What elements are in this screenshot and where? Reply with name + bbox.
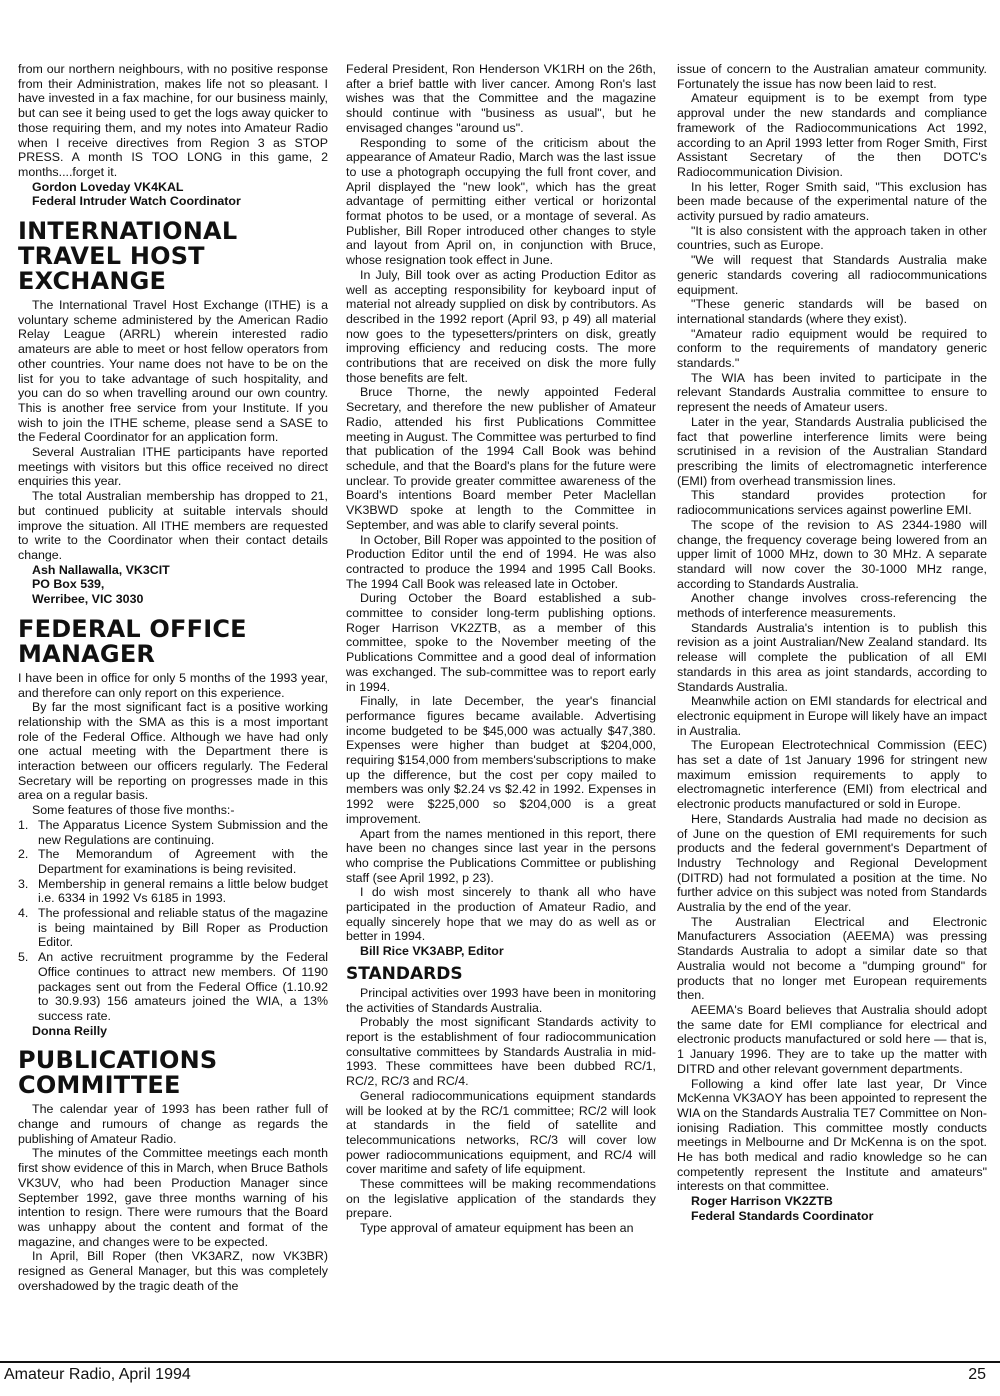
signature-name: Roger Harrison VK2ZTB xyxy=(691,1194,833,1209)
paragraph: The Australian Electrical and Electronic Manufacturers Association (AEEMA) was pressing Standards Australia to adopt a similar date so that Australia would not become a "dumping ground" for products that no longer met European requirements then. xyxy=(677,914,987,1003)
section-heading-ithe: INTERNATIONAL TRAVEL HOST EXCHANGE xyxy=(18,217,238,296)
paragraph: Type approval of amateur equipment has been an xyxy=(360,1221,634,1236)
list-text: An active recruitment programme by the Federal Office continues to attract new members. Of 1190 packages sent out from the Federal Office (1.10.92 to 30.9.93) 156 amateurs joined the WIA, a 13% success rate. xyxy=(38,950,328,1023)
list-text: Membership in general remains a little below budget i.e. 6334 in 1992 Vs 6185 in 1993. xyxy=(38,876,328,906)
paragraph: Meanwhile action on EMI standards for electrical and electronic equipment in Europe will likely have an impact in Australia. xyxy=(677,694,987,738)
list-item xyxy=(18,877,328,906)
page-number: 25 xyxy=(968,1366,986,1383)
paragraph: "It is also consistent with the approach taken in other countries, such as Europe. xyxy=(677,223,987,253)
paragraph: The European Electrotechnical Commission (EEC) has set a date of 1st January 1996 for stringent new maximum emission requirements to apply to electromagnetic interference (EMI) from electrical and electronic products manufactured or sold in Europe. xyxy=(677,738,987,812)
paragraph: In October, Bill Roper was appointed to the position of Production Editor until the end of 1994. He was also contracted to produce the 1994 and 1995 Call Books. The 1994 Call Book was released late in October. xyxy=(346,532,656,591)
paragraph: Here, Standards Australia had made no decision as of June on the question of EMI requirements for such products and the federal government's Department of Industry Technology and Regional Development (DITRD) had not formulated a position at the time. No further advice on this subject was noted from Standards Australia by the end of the year. xyxy=(677,811,987,915)
paragraph: AEEMA's Board believes that Australia should adopt the same date for EMI compliance for electrical and electronic products manufactured or sold here — that is, 1 January 1996. They are to take up the matter with DITRD and other relevant government departments. xyxy=(677,1003,987,1076)
paragraph: In his letter, Roger Smith said, "This exclusion has been made because of the experimental nature of the activity pursued by radio amateurs. xyxy=(677,179,987,224)
section-heading-publications-committee: PUBLICATIONS COMMITTEE xyxy=(18,1046,218,1100)
paragraph: "These generic standards will be based on international standards (where they exist). xyxy=(677,297,987,326)
paragraph: Principal activities over 1993 have been in monitoring the activities of Standards Australia. xyxy=(346,985,656,1015)
paragraph: During October the Board established a sub-committee to consider long-term publishing options. Roger Harrison VK2ZTB, as a member of this committee, spoke to the November meeting of the Publications Committee and a good deal of information was exchanged. The sub-committee was to report early in 1994. xyxy=(346,591,656,694)
list-number: 1. xyxy=(18,817,29,832)
signature-name: Ash Nallawalla, VK3CIT xyxy=(32,562,170,577)
paragraph: "We will request that Standards Australia make generic standards covering all radiocommunications equipment. xyxy=(677,253,987,297)
paragraph: issue of concern to the Australian amateur community. Fortunately the issue has now been laid to rest. xyxy=(677,62,987,91)
paragraph: Apart from the names mentioned in this report, there have been no changes since last year in the persons who comprise the Publications Committee or publishing staff (see April 1992, p 23). xyxy=(346,826,656,885)
paragraph: Probably the most significant Standards activity to report is the establishment of four radiocommunication consultative committees by Standards Australia in mid-1993. These committees have been dubbed RC/1, RC/2, RC/3 and RC/4. xyxy=(346,1015,656,1089)
list-item xyxy=(18,906,328,950)
paragraph: Several Australian ITHE participants have reported meetings with visitors but this office received no direct enquiries this year. xyxy=(18,445,328,489)
list-number: 3. xyxy=(18,876,29,891)
paragraph: The WIA has been invited to participate in the relevant Standards Australia committee to ensure to represent the needs of Amateur users. xyxy=(677,370,987,415)
paragraph: The minutes of the Committee meetings each month first show evidence of this in March, when Bruce Bathols VK3UV, who had been Production Manager since September 1992, gave three months warning of his intention to resign. There were rumours that the Board was unhappy about the content and format of the magazine, and changes were to be expected. xyxy=(18,1146,328,1249)
paragraph: Following a kind offer late last year, Dr Vince McKenna VK3AOY has been appointed to represent the WIA on the Standards Australia TE7 Committee on Non-ionising Radiation. This committee mostly conducts meetings in Melbourne and Dr McKenna is on the spot. He has both medical and radio knowledge so he can competently represent the Institute and amateurs" interests on that committee. xyxy=(677,1076,987,1194)
paragraph: "Amateur radio equipment would be required to conform to the requirements of mandatory generic standards." xyxy=(677,326,987,371)
paragraph: Federal President, Ron Henderson VK1RH on the 26th, after a brief battle with liver cancer. Among Ron's last wishes was that the Committee and the magazine should continue with "business as usual", but he envisaged changes "around us". xyxy=(346,62,656,135)
paragraph: In April, Bill Roper (then VK3ARZ, now VK3BR) resigned as General Manager, but this was completely overshadowed by the tragic death of the xyxy=(18,1249,328,1293)
list-text: The professional and reliable status of the magazine is being maintained by Bill Roper as Production Editor. xyxy=(38,906,328,950)
list-item xyxy=(18,950,328,1024)
paragraph: Amateur equipment is to be exempt from type approval under the new standards and compliance framework of the Radiocommunications Act 1992, according to an April 1993 letter from Roger Smith, First Assistant Secretary of the then DOTC's Radiocommunication Division. xyxy=(677,91,987,179)
paragraph: Some features of those five months:- xyxy=(32,803,235,818)
list-item xyxy=(18,847,328,876)
paragraph: Later in the year, Standards Australia publicised the fact that powerline interference limits were being scrutinised in a revision of the Australian Standard prescribing the limits of electromagnetic interference (EMI) from overhead transmission lines. xyxy=(677,414,987,488)
list-number: 2. xyxy=(18,847,29,862)
signature-address: Werribee, VIC 3030 xyxy=(32,592,144,607)
paragraph: The scope of the revision to AS 2344-1980 will change, the frequency coverage being lowered from an upper limit of 1000 MHz, down to 30 MHz. A separate standard will now cover the 30-1000 MHz range, according to Standards Australia. xyxy=(677,517,987,591)
signature-address: PO Box 539, xyxy=(32,577,105,592)
signature-name: Bill Rice VK3ABP, Editor xyxy=(360,944,504,959)
signature-name: Gordon Loveday VK4KAL xyxy=(32,179,184,194)
paragraph: The total Australian membership has dropped to 21, but continued publicity at suitable intervals should improve the situation. All ITHE members are requested to write to the Coordinator when their contact details change. xyxy=(18,489,328,562)
paragraph: Bruce Thorne, the newly appointed Federal Secretary, and therefore the new publisher of Amateur Radio, attended his first Publications Committee meeting in August. The Committee was perturbed to find that publication of the 1994 Call Book was behind schedule, and that the Board's plans for the future were unclear. To provide greater committee awareness of the Board's intentions Board member Peter Maclellan VK3BWD spoke at length to the Committee in September, and was able to clarify several points. xyxy=(346,385,656,532)
column-2 xyxy=(346,62,656,1236)
signature-title: Federal Intruder Watch Coordinator xyxy=(32,194,241,209)
section-heading-standards: STANDARDS xyxy=(346,963,463,984)
paragraph: I have been in office for only 5 months of the 1993 year, and therefore can only report on this experience. xyxy=(18,670,328,700)
paragraph: These committees will be making recommendations on the legislative application of the standards they prepare. xyxy=(346,1177,656,1221)
paragraph: In July, Bill took over as acting Production Editor as well as accepting responsibility for keyboard input of material not already supplied on disk by contributors. As described in the 1992 report (April 93, p 49) all material now goes to the typesetters/printers on disk, greatly improving efficiency and reducing costs. The more contributions that are received on disk the more fully those benefits are felt. xyxy=(346,267,656,385)
paragraph: Another change involves cross-referencing the methods of interference measurements. xyxy=(677,591,987,621)
column-1 xyxy=(18,62,328,1294)
paragraph: The calendar year of 1993 has been rather full of change and rumours of change as regards the publishing of Amateur Radio. xyxy=(18,1102,328,1146)
list-item xyxy=(18,818,328,847)
footer-divider xyxy=(0,1361,1000,1363)
list-number: 4. xyxy=(18,906,29,921)
paragraph: Standards Australia's intention is to publish this revision as a joint Australian/New Zealand standard. Its release will complete the publication of all EMI standards in this area as joint standards, according to Standards Australia. xyxy=(677,620,987,694)
paragraph: Finally, in late December, the year's financial performance figures became available. Advertising income budgeted to be $45,000 was actually $47,380. Expenses were higher than budget at $204,000, requiring $154,000 from members'subscriptions to make up the difference, but the cost per copy mailed to members was only $2.24 vs $2.42 in 1992. Expenses in 1992 were $225,000 so $204,000 is a great improvement. xyxy=(346,694,656,826)
features-list xyxy=(18,818,328,1024)
list-text: The Memorandum of Agreement with the Department for examinations is being revisited. xyxy=(38,847,328,876)
paragraph: By far the most significant fact is a positive working relationship with the SMA as this is a most important role of the Federal Office. Although we have had only one actual meeting with the Department there is interaction between our officers regularly. The Federal Secretary will be reporting on progresses made in this area on a regular basis. xyxy=(18,700,328,803)
footer-publication: Amateur Radio, April 1994 xyxy=(4,1366,191,1383)
list-number: 5. xyxy=(18,950,29,965)
section-heading-federal-office-manager: FEDERAL OFFICE MANAGER xyxy=(18,614,247,668)
intro-paragraph: from our northern neighbours, with no positive response from their Administration, makes life not so pleasant. I have invested in a fax machine, for our business mainly, but can see it being used to get the logs away quicker to those requiring them, and my notes into Amateur Radio when I receive directives from Region 3 as STOP PRESS. A month IS TOO LONG in this game, 2 months....forget it. xyxy=(18,62,328,179)
signature-title: Federal Standards Coordinator xyxy=(691,1208,874,1223)
column-3 xyxy=(677,62,987,1224)
paragraph: Responding to some of the criticism about the appearance of Amateur Radio, March was the last issue to use a photograph occupying the full front cover, and April displayed the "new look", which has the great advantage of permitting either vertical or horizontal format photos to be used, or a montage of several. As Publisher, Bill Roper introduced other changes to style and layout from April on, in conjunction with Bruce, whose resignation took effect in June. xyxy=(346,135,656,268)
paragraph: The International Travel Host Exchange (ITHE) is a voluntary scheme administered by the American Radio Relay League (ARRL) wherein interested radio amateurs are able to meet or host fellow operators from other countries. Your name does not have to be on the list for you to take advantage of such hospitality, and you can do so when travelling around our own country. This is another free service from your Institute. If you wish to join the ITHE scheme, please send a SASE to the Federal Coordinator for an application form. xyxy=(18,298,328,445)
paragraph: This standard provides protection for radiocommunications services against powerline EMI. xyxy=(677,488,987,518)
paragraph: I do wish most sincerely to thank all who have participated in the production of Amateur Radio, and equally sincerely hope that we may do as well as or better in 1994. xyxy=(346,885,656,944)
paragraph: General radiocommunications equipment standards will be looked at by the RC/1 committee; RC/2 will look at standards in the field of satellite and telecommunications networks, RC/3 will cover low power radiocommunications equipment, and RC/4 will cover maritime and safety of life equipment. xyxy=(346,1088,656,1177)
list-text: The Apparatus Licence System Submission and the new Regulations are continuing. xyxy=(38,817,328,847)
signature-name: Donna Reilly xyxy=(32,1023,108,1038)
